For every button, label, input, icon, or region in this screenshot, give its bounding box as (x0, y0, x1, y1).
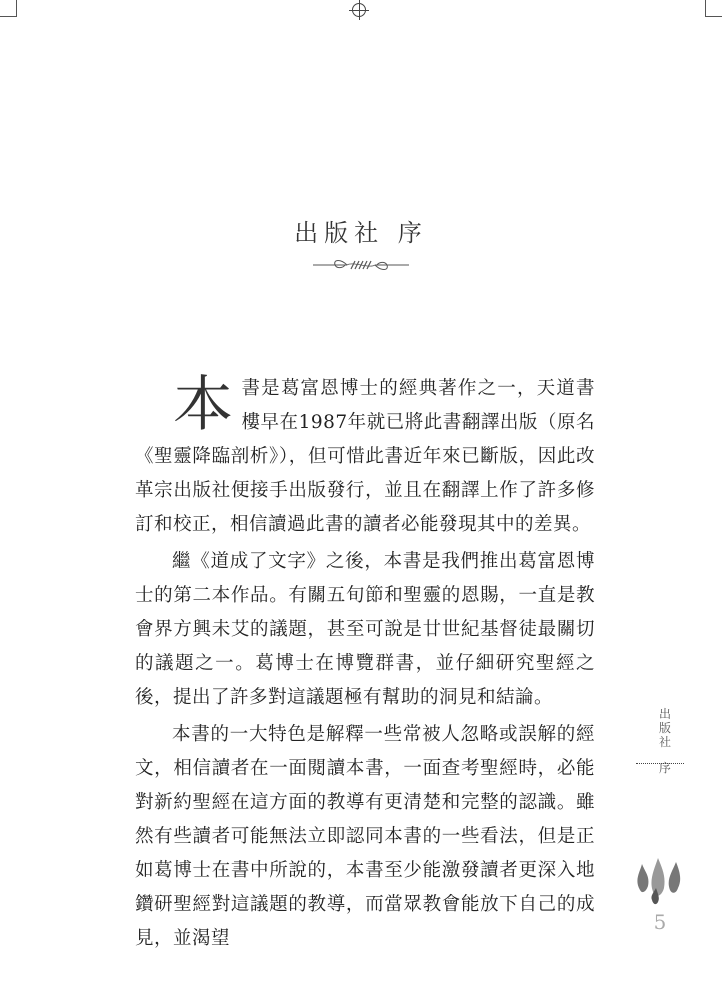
preface-body (135, 372, 595, 959)
drop-cap: 本 (173, 370, 234, 440)
page-title: 出版社 序 (294, 219, 428, 247)
crop-mark-top-right (705, 0, 722, 17)
flame-icon (632, 850, 686, 910)
paragraph (135, 372, 595, 542)
crop-mark-top-left (0, 0, 17, 17)
paragraph: 本書的一大特色是解釋一些常被人忽略或誤解的經文，相信讀者在一面閱讀本書，一面查考聖經時，必能對新約聖經在這方面的教導有更清楚和完整的認識。雖然有些讀者可能無法立即認同本書的一些看法，但是正如葛博士在書中所說的，本書至少能激發讀者更深入地鑽研聖經對這議題的教導，而當眾教會能放下自己的成見，並渴望 (135, 724, 595, 949)
page-number: 5 (653, 910, 667, 934)
paragraph-text: 書是葛富恩博士的經典著作之一，天道書樓早在1987年就已將此書翻譯出版（原名《聖靈降臨剖析》），但可惜此書近年來已斷版，因此改革宗出版社便接手出版發行，並且在翻譯上作了許多修訂和校正，相信讀過此書的讀者必能發現其中的差異。 (135, 378, 595, 535)
flourish-ornament-icon (311, 257, 411, 273)
registration-mark-icon (352, 3, 366, 17)
side-label-char: 序 (658, 761, 671, 775)
side-label-char: 版 (658, 721, 671, 735)
side-label-char: 社 (658, 735, 671, 749)
chapter-side-label (645, 707, 685, 775)
side-divider (636, 763, 684, 764)
side-label-char: 出 (658, 707, 671, 721)
paragraph: 繼《道成了文字》之後，本書是我們推出葛富恩博士的第二本作品。有關五旬節和聖靈的恩賜，一直是教會界方興未艾的議題，甚至可說是廿世紀基督徒最關切的議題之一。葛博士在博覽群書，並仔細研究聖經之後，提出了許多對這議題極有幫助的洞見和結論。 (135, 551, 595, 708)
